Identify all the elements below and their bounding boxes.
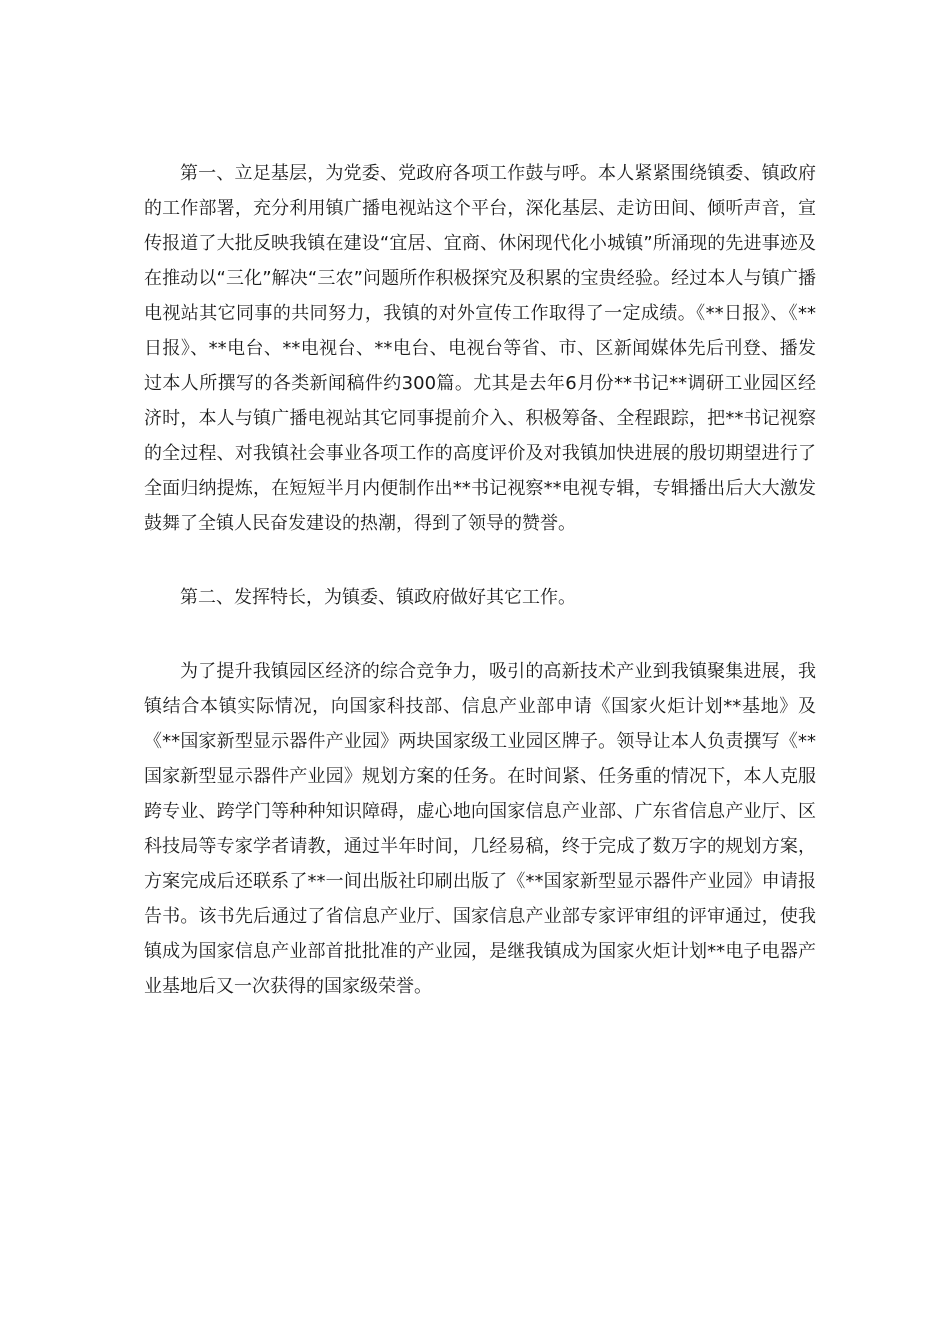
paragraph-first-section: 第一、立足基层，为党委、党政府各项工作鼓与呼。本人紧紧围绕镇委、镇政府的工作部署，充分利用镇广播电视站这个平台，深化基层、走访田间、倾听声音，宣传报道了大批反映我镇在建设“宜居、宜商、休闲现代化小城镇”所涌现的先进事迹及在推动以“三化”解决“三农”问题所作积极探究及积累的宝贵经验。经过本人与镇广播电视站其它同事的共同努力，我镇的对外宣传工作取得了一定成绩。《**日报》、《**日报》、**电台、**电视台、**电台、电视台等省、市、区新闻媒体先后刊登、播发过本人所撰写的各类新闻稿件约300篇。尤其是去年6月份**书记**调研工业园区经济时，本人与镇广播电视站其它同事提前介入、积极筹备、全程跟踪，把**书记视察的全过程、对我镇社会事业各项工作的高度评价及对我镇加快进展的殷切期望进行了全面归纳提炼，在短短半月内便制作出**书记视察**电视专辑，专辑播出后大大激发鼓舞了全镇人民奋发建设的热潮，得到了领导的赞誉。 bbox=[144, 163, 816, 534]
paragraph-second-heading: 第二、发挥特长，为镇委、镇政府做好其它工作。 bbox=[180, 587, 576, 608]
document-body bbox=[144, 156, 816, 1004]
paragraph-industrial-park: 为了提升我镇园区经济的综合竞争力，吸引的高新技术产业到我镇聚集进展，我镇结合本镇实际情况，向国家科技部、信息产业部申请《国家火炬计划**基地》及《**国家新型显示器件产业园》两块国家级工业园区牌子。领导让本人负责撰写《**国家新型显示器件产业园》规划方案的任务。在时间紧、任务重的情况下，本人克服跨专业、跨学门等种种知识障碍，虚心地向国家信息产业部、广东省信息产业厅、区科技局等专家学者请教，通过半年时间，几经易稿，终于完成了数万字的规划方案，方案完成后还联系了**一间出版社印刷出版了《**国家新型显示器件产业园》申请报告书。该书先后通过了省信息产业厅、国家信息产业部专家评审组的评审通过，使我镇成为国家信息产业部首批批准的产业园，是继我镇成为国家火炬计划**电子电器产业基地后又一次获得的国家级荣誉。 bbox=[144, 661, 816, 997]
